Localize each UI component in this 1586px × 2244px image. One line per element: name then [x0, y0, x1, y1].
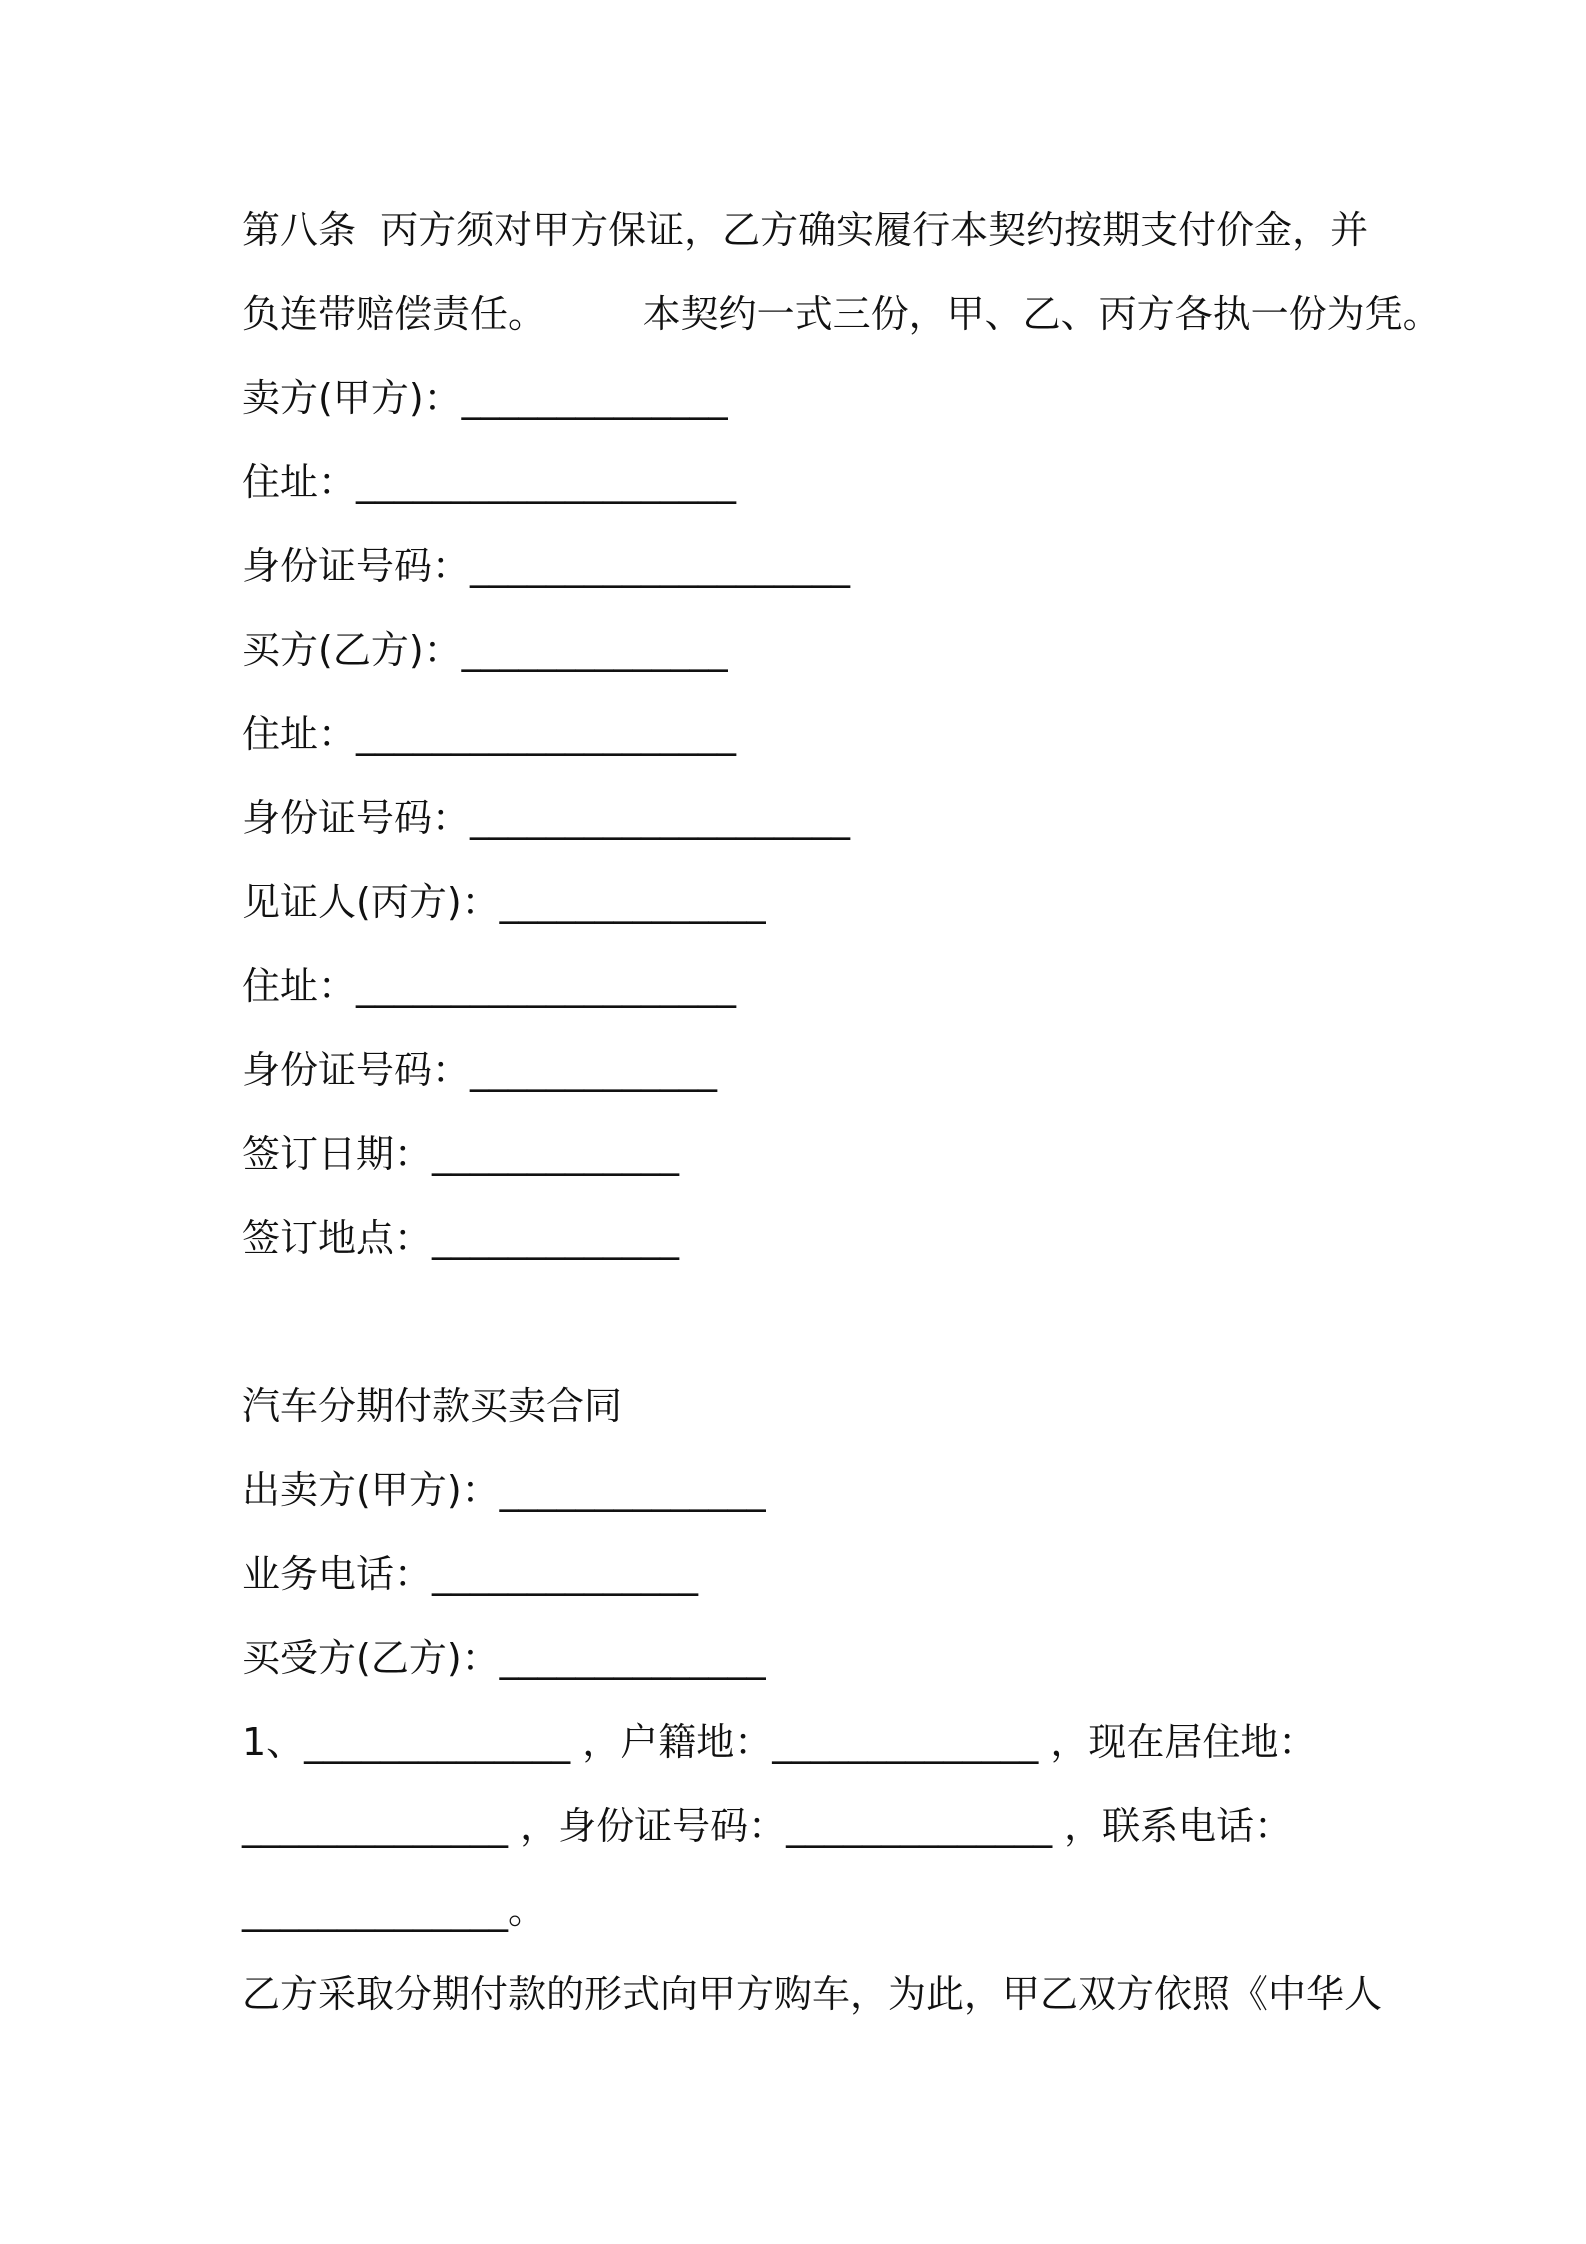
article-8-line-1: 第八条 丙方须对甲方保证，乙方确实履行本契约按期支付价金，并 — [242, 208, 1369, 252]
party-info-line-1: 1、______________ ，户籍地：______________ ，现在居住地： — [242, 1720, 1317, 1764]
article-8-line-2: 负连带赔偿责任。 本契约一式三份，甲、乙、丙方各执一份为凭。 — [242, 292, 1441, 336]
witness-field: 见证人(丙方)：______________ — [242, 880, 766, 924]
party-info-line-3: ______________。 — [242, 1888, 547, 1932]
sign-date-field: 签订日期：_____________ — [242, 1132, 680, 1176]
seller-party-field: 出卖方(甲方)：______________ — [242, 1468, 766, 1512]
witness-address-field: 住址：____________________ — [242, 964, 737, 1008]
business-phone-field: 业务电话：______________ — [242, 1552, 699, 1596]
contract-intro-line: 乙方采取分期付款的形式向甲方购车，为此，甲乙双方依照《中华人 — [242, 1972, 1383, 2016]
contract-title: 汽车分期付款买卖合同 — [242, 1384, 623, 1428]
sign-place-field: 签订地点：_____________ — [242, 1216, 680, 1260]
party-info-line-2: ______________ ，身份证号码：______________ ，联系电话： — [242, 1804, 1293, 1848]
buyer-party-field: 买受方(乙方)：______________ — [242, 1636, 766, 1680]
buyer-id-field: 身份证号码：____________________ — [242, 796, 851, 840]
seller-address-field: 住址：____________________ — [242, 460, 737, 504]
seller-id-field: 身份证号码：____________________ — [242, 544, 851, 588]
buyer-address-field: 住址：____________________ — [242, 712, 737, 756]
seller-field: 卖方(甲方)：______________ — [242, 376, 728, 420]
witness-id-field: 身份证号码：_____________ — [242, 1048, 718, 1092]
buyer-field: 买方(乙方)：______________ — [242, 628, 728, 672]
